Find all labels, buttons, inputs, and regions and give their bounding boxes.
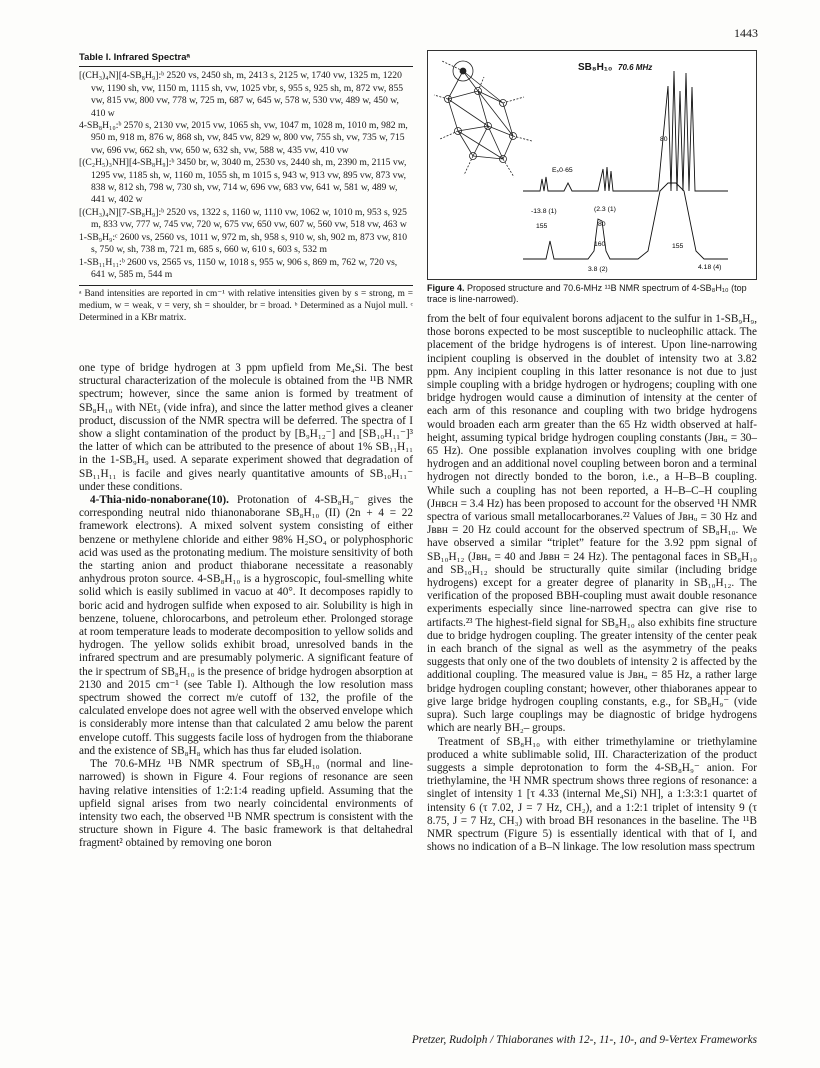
- peak-label: 3.8 (2): [588, 266, 608, 273]
- caption-label: Figure 4.: [427, 283, 465, 293]
- molecular-structure-drawing: [434, 61, 532, 177]
- caption-text: Proposed structure and 70.6-MHz ¹¹B NMR spectrum of 4-SB₈H₁₀ (top trace is line-narrowed).: [427, 283, 747, 304]
- section-text: Protonation of 4-SB₈H₉⁻ gives the corresponding neutral nido thianonaborane SB₈H₁₀ (II) (2n + 4 = 22 framework electrons). A mixed solvent system consisting of either benzene or methylene chloride and either 98% H₂SO₄ or polyphosphoric acid was used as the protonating medium. The moisture sensitivity of both the starting anion and product thiaborane necessitate a reasonably anhydrous proton source. 4-SB₈H₁₀ is a hygroscopic, foul-smelling white solid which is easily sublimed in vacuo at 40°. It decomposes rapidly to boric acid and hydrogen sulfide when exposed to air. Solubility is high in benzene, toluene, chlorocarbons, and petroleum ether. Prolonged storage at room temperature leads to moderate decomposition to yellow solids and hydrogen. The yellow solids exhibit broad, unresolved bands in the infrared spectrum and are presumably polymeric. A significant feature of the ir spectrum of SB₈H₁₀ is the presence of bridge hydrogen absorption at 2130 and 2015 cm⁻¹ (see Table I). Although the low resolution mass spectrum showed the correct m/e cutoff of 132, the profile of the calculated envelope does not agree well with the observed envelope which is considerably more intense than that calculated 2 amu below the parent envelope cutoff. This suggests facile loss of hydrogen from the thiaborane and the existence of SB₈H₈ which has thus far eluded isolation.: [79, 494, 413, 757]
- peak-label: -13.8 (1): [531, 208, 557, 215]
- peak-label: 80: [598, 221, 606, 228]
- peak-label: (2.3 (1): [594, 206, 616, 213]
- table-title: Table I. Infrared Spectraᵃ: [79, 52, 191, 63]
- figure-caption: [427, 283, 755, 305]
- left-column: [79, 362, 413, 851]
- table-entry: [(CH₃)₄N][4-SB₈H₉]:ᵇ 2520 vs, 2450 sh, m, 2413 s, 2125 w, 1740 vw, 1325 m, 1220 vw, 1190 sh, vw, 1150 m, 1115 sh, vw, 1025 vbr, s, 955 s, 925 sh, m, 872 vw, 855 vw, 815 vw, 800 vw, 778 w, 725 m, 687 w, 645 w, 578 w, 530 vw, 489 w, 450 w, 410 w: [79, 70, 404, 119]
- table-entry: 4-SB₈H₁₀:ᵇ 2570 s, 2130 vw, 2015 vw, 1065 sh, vw, 1047 m, 1028 m, 1010 m, 982 m, 950 m, 918 m, 876 w, 868 sh, vw, 845 vw, 829 w, 800 vw, 755 sh, vw, 735 w, 715 vw, 696 vw, 662 sh, vw, 650 w, 632 sh, vw, 588 w, 435 vw, 410 vw: [79, 120, 408, 156]
- page-number: 1443: [734, 26, 758, 40]
- table-entry: [(CH₃)₄N][7-SB₈H₉]:ᵇ 2520 vs, 1322 s, 1160 w, 1110 vw, 1062 w, 1010 m, 953 s, 925 m, 833 vw, 777 w, 745 vw, 720 w, 675 vw, 650 vw, 607 w, 560 vw, 518 vw, 463 w: [79, 206, 407, 231]
- figure-4-nmr-spectrum: [427, 50, 757, 280]
- body-paragraph: one type of bridge hydrogen at 3 ppm upfield from Me₄Si. The best structural characterization of the molecule is obtained from the ¹¹B NMR spectrum; however, since the same anion is formed by treatment of SB₈H₁₀ with NEt₃ (vide infra), and since the latter method gives a cleaner product, discussion of the NMR spectra will be deferred. The spectra of I show a slight contamination of the product by [B₉H₁₂⁻] and [SB₁₀H₁₁⁻]³ the latter of which can be attributed to the presence of about 1% SB₁₁H₁₁ in the 1-SB₉H₉ used. A separate experiment showed that degradation of SB₁₁H₁₁ is facile and gives nearly quantitative amounts of SB₁₀H₁₁⁻ under these conditions.: [79, 362, 413, 493]
- table-entry: 1-SB₉H₉:ᶜ 2600 vs, 2560 vs, 1011 w, 972 m, sh, 958 s, 910 w, sh, 902 m, 873 vw, 810 s, 750 w, sh, 738 m, 721 m, 685 s, 660 w, 610 s, 603 s, 532 m: [79, 231, 408, 256]
- body-paragraph: The 70.6-MHz ¹¹B NMR spectrum of SB₈H₁₀ (normal and line-narrowed) is shown in Figure 4. Four regions of resonance are seen having relative intensities of 1:2:1:4 reading upfield. Assuming that the upfield signal arises from two nearly coincidental environments of intensity two each, the observed ¹¹B NMR spectrum is consistent with the structure shown in Figure 4. The basic framework is that deltahedral fragment² obtained by removing one boron: [79, 758, 413, 850]
- table-entry: [(C₂H₅)₃NH][4-SB₈H₉]:ᵇ 3450 br, w, 3040 m, 2530 vs, 2440 sh, m, 2390 m, 2115 vw, 1295 vw, 1185 sh, w, 1160 m, 1055 sh, m 1015 s, 943 w, 913 vw, 895 vw, 873 vw, 838 w, 812 sh, 798 w, 730 sh, vw, 714 w, 696 vw, 683 vw, 641 w, 581 w, 489 w, 441 w, 402 w: [79, 157, 407, 206]
- figure-labels: [531, 136, 721, 273]
- peak-label: 155: [536, 223, 548, 230]
- table-footnote: ᵃ Band intensities are reported in cm⁻¹ with relative intensities given by s = strong, m = medium, w = weak, v = very, sh = shoulder, br = broad. ᵇ Determined as a Nujol mull. ᶜ Determined in a KBr matrix.: [79, 289, 413, 323]
- body-paragraph-section: [79, 494, 413, 758]
- peak-label: 160: [594, 241, 606, 248]
- body-paragraph: from the belt of four equivalent borons adjacent to the sulfur in 1-SB₉H₉, those borons expected to be most susceptible to nucleophilic attack. The placement of the bridge hydrogens is of interest. Upon line-narrowing incipient coupling is observed in the doublet of intensity two at 3.82 ppm. Any incipient coupling in this latter resonance is not due to just simple coupling with a bridge hydrogen or hydrogens; coupling with one bridge hydrogen would cause a diminution of intensity at the center of each arm of this resonance and coupling with two bridge hydrogens would broaden each arm greater than the 65 Hz width observed at half-height, assuming typical bridge hydrogen coupling constants (Jʙʜᵤ = 30–65 Hz). One possible explanation involves coupling with one bridge hydrogen and an additional novel coupling between boron and a terminal hydrogen not directly bonded to the boron, i.e., a H–B–B coupling. While such a coupling has not been reported, a H–B–C–H coupling (Jʜʙᴄʜ = 3.4 Hz) has been proposed to account for the observed ¹H NMR spectra of various small metallocarboranes.²² Values of Jʙʜᵤ = 30 Hz and Jʙʙʜ = 20 Hz could account for the observed spectrum of SB₈H₁₀. We have observed a similar “triplet” feature for the 3.92 ppm signal of SB₁₀H₁₂ (Jʙʜᵤ = 40 and Jʙʙʜ = 24 Hz). The pentagonal faces in SB₈H₁₀ and SB₁₀H₁₂ should be structurally quite similar (including bridge hydrogens) except for a greater degree of planarity in SB₁₀H₁₂. The verification of the proposed BBH-coupling must await double resonance experiments especially since line-narrowed spectra can give rise to artifacts.²³ The highest-field signal for SB₈H₁₀ also exhibits fine structure due to bridge hydrogen coupling. The greater intensity of the center peak in each branch of the signal as well as the asymmetry of the peaks suggests that only one of the two doublets of intensity 2 is affected by the additional coupling. The measured value is Jʙʜᵤ = 85 Hz, a rather large bridge hydrogen coupling constant; however, other thiaboranes appear to give large bridge hydrogen coupling constants, e.g., for SB₈H₉⁻ (vide supra). Such large couplings may be diagnostic of bridge hydrogens which are nearly BH₂– groups.: [427, 313, 757, 735]
- normal-trace: [523, 183, 728, 259]
- figure-frequency: 70.6 MHz: [618, 63, 653, 72]
- right-column: [427, 313, 757, 854]
- figure-drawing: [428, 51, 756, 279]
- peak-label: 4.18 (4): [698, 264, 722, 271]
- table-entries: [79, 67, 413, 285]
- infrared-spectra-table: [79, 52, 413, 324]
- running-footer: Pretzer, Rudolph / Thiaboranes with 12-, 11-, 10-, and 9-Vertex Frameworks: [411, 1034, 757, 1046]
- peak-label: 80: [660, 136, 668, 143]
- table-entry: 1-SB₁₁H₁₁:ᵇ 2600 vs, 2565 vs, 1150 w, 1018 s, 955 w, 906 s, 869 m, 762 w, 720 vs, 641 w, 585 m, 544 m: [79, 256, 398, 280]
- body-paragraph: Treatment of SB₈H₁₀ with either trimethylamine or triethylamine produced a white sublimable solid, III. Characterization of the product suggests a simple deprotonation to form the 4-SB₈H₉⁻ anion. For triethylamine, the ¹H NMR spectrum shows three regions of resonance: a singlet of intensity 1 [τ 4.33 (internal Me₄Si) NH], a 1:3:3:1 quartet of intensity 6 (τ 7.02, J = 7 Hz, CH₂), and a 1:2:1 triplet of intensity 9 (τ 8.75, J = 7 Hz, CH₃) with broad BH resonances in the baseline. The ¹¹B NMR spectrum (Figure 5) is essentially identical with that of I, and shows no indication of a B–N linkage. The low resolution mass spectrum: [427, 735, 757, 854]
- figure-title: [578, 62, 652, 73]
- peak-label: Eₛ0·65: [552, 167, 573, 174]
- figure-compound: SB₈H₁₀: [578, 62, 613, 73]
- section-heading: 4-Thia-nido-nonaborane(10).: [90, 494, 229, 507]
- peak-label: 155: [672, 243, 684, 250]
